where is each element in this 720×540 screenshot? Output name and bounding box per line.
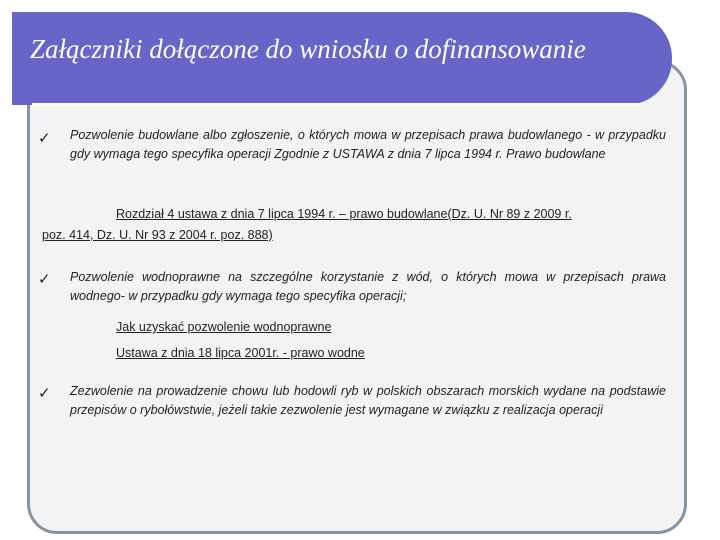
title-bar [12, 12, 672, 105]
list-item-building-permit: Pozwolenie budowlane albo zgłoszenie, o których mowa w przepisach prawa budowlanego - w przypadku gdy wymaga tego specyfika operacji Zgodnie z USTAWA z dnia 7 lipca 1994 r. Prawo budowlane [70, 128, 666, 161]
checkmark-icon: ✓ [38, 271, 51, 288]
checkmark-icon: ✓ [38, 130, 51, 147]
checkmark-icon: ✓ [38, 385, 51, 402]
slide-title: Załączniki dołączone do wniosku o dofinansowanie [30, 34, 586, 64]
link-water-permit-howto[interactable]: Jak uzyskać pozwolenie wodnoprawne [116, 320, 332, 334]
link-building-law-chapter-continued[interactable]: poz. 414, Dz. U. Nr 93 z 2004 r. poz. 888) [42, 228, 273, 242]
list-item-fish-farming-permit: Zezwolenie na prowadzenie chowu lub hodowli ryb w polskich obszarach morskich wydane na podstawie przepisów o rybołówstwie, jeżeli takie zezwolenie jest wymagane w związku z realizacja operacji [70, 384, 666, 417]
link-water-law[interactable]: Ustawa z dnia 18 lipca 2001r. - prawo wodne [116, 346, 365, 360]
link-building-law-chapter[interactable]: Rozdział 4 ustawa z dnia 7 lipca 1994 r. – prawo budowlane(Dz. U. Nr 89 z 2009 r. [116, 207, 572, 221]
title-underline [32, 103, 640, 106]
list-item-water-permit: Pozwolenie wodnoprawne na szczególne korzystanie z wód, o których mowa w przepisach prawa wodnego- w przypadku gdy wymaga tego specyfika operacji; [70, 270, 666, 303]
